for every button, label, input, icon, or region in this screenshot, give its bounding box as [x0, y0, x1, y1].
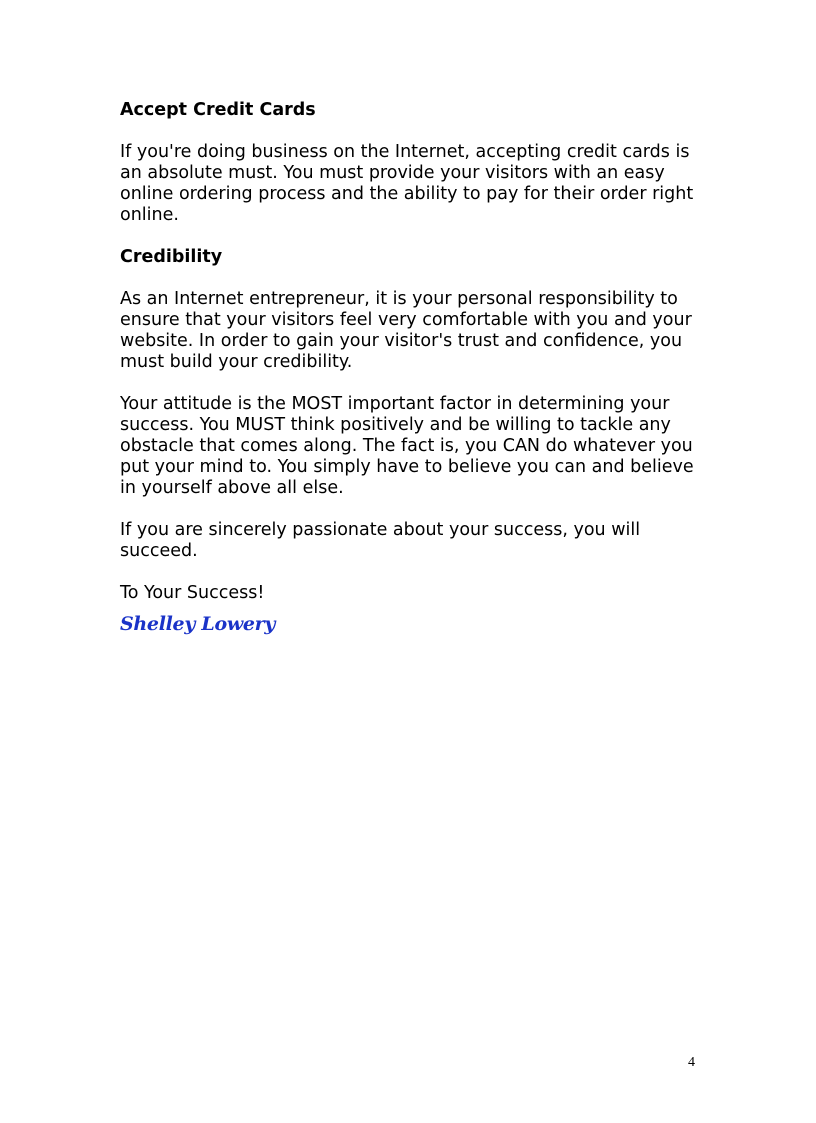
page-content [120, 100, 710, 636]
signature: Shelley Lowery [120, 613, 276, 635]
section-heading-accept-credit-cards: Accept Credit Cards [120, 100, 316, 120]
paragraph-credibility-1: As an Internet entrepreneur, it is your personal responsibility to ensure that your visitors feel very comfortable with you and your website. In order to gain your visitor's trust and confidence, you must build your credibility. [120, 289, 692, 372]
page-number: 4 [688, 1055, 695, 1070]
paragraph-credit-cards: If you're doing business on the Internet, accepting credit cards is an absolute must. You must provide your visitors with an easy online ordering process and the ability to pay for their order right online. [120, 142, 694, 225]
section-heading-credibility: Credibility [120, 247, 223, 267]
paragraph-credibility-2: Your attitude is the MOST important factor in determining your success. You MUST think positively and be willing to tackle any obstacle that comes along. The fact is, you CAN do whatever you put your mind to. You simply have to believe you can and believe in yourself above all else. [120, 394, 694, 498]
closing-line: To Your Success! [120, 583, 265, 603]
paragraph-credibility-3: If you are sincerely passionate about your success, you will succeed. [120, 520, 641, 561]
